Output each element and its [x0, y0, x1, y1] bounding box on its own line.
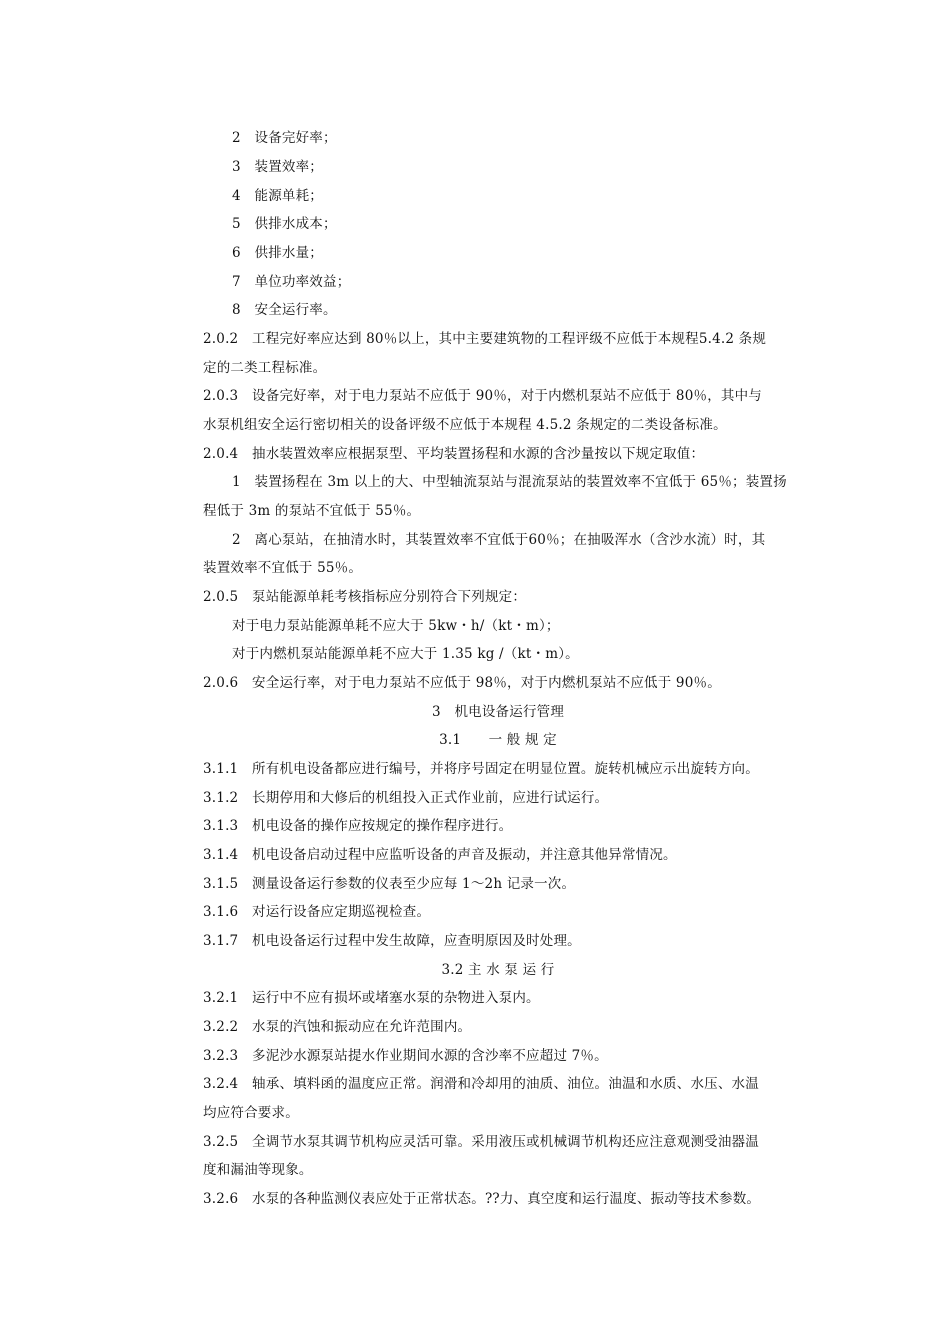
clause-3-1-6: 3.1.6 对运行设备应定期巡视检查。	[203, 904, 431, 920]
list-item: 2 设备完好率；	[232, 130, 337, 146]
clause-2-0-5: 2.0.5 泵站能源单耗考核指标应分别符合下列规定：	[203, 589, 527, 605]
clause-3-2-2: 3.2.2 水泵的汽蚀和振动应在允许范围内。	[203, 1019, 472, 1035]
clause-3-1-3: 3.1.3 机电设备的操作应按规定的操作程序进行。	[203, 818, 513, 834]
clause-2-0-6: 2.0.6 安全运行率，对于电力泵站不应低于 98％，对于内燃机泵站不应低于 90％。	[203, 675, 721, 691]
clause-3-2-1: 3.2.1 运行中不应有损坏或堵塞水泵的杂物进入泵内。	[203, 990, 540, 1006]
clause-2-0-4-item-1-cont: 程低于 3m 的泵站不宜低于 55％。	[203, 503, 421, 519]
list-item: 4 能源单耗；	[232, 188, 323, 204]
list-item: 3 装置效率；	[232, 159, 323, 175]
clause-2-0-5-combustion: 对于内燃机泵站能源单耗不应大于 1.35 kg /（kt・m）。	[232, 646, 579, 662]
clause-3-1-2: 3.1.2 长期停用和大修后的机组投入正式作业前，应进行试运行。	[203, 790, 609, 806]
list-item: 8 安全运行率。	[232, 302, 337, 318]
clause-3-1-4: 3.1.4 机电设备启动过程中应监听设备的声音及振动，并注意其他异常情况。	[203, 847, 677, 863]
clause-3-2-4-cont: 均应符合要求。	[203, 1105, 299, 1121]
clause-3-2-5-cont: 度和漏油等现象。	[203, 1162, 313, 1178]
clause-2-0-4: 2.0.4 抽水装置效率应根据泵型、平均装置扬程和水源的含沙量按以下规定取值：	[203, 446, 705, 462]
clause-2-0-2: 2.0.2 工程完好率应达到 80％以上，其中主要建筑物的工程评级不应低于本规程5.4.2 条规	[203, 331, 767, 347]
clause-3-2-5: 3.2.5 全调节水泵其调节机构应灵活可靠。采用液压或机械调节机构还应注意观测受油器温	[203, 1134, 759, 1150]
clause-3-2-4: 3.2.4 轴承、填料函的温度应正常。润滑和冷却用的油质、油位。油温和水质、水压、水温	[203, 1076, 759, 1092]
clause-2-0-4-item-1: 1 装置扬程在 3m 以上的大、中型轴流泵站与混流泵站的装置效率不宜低于 65％；装置扬	[232, 474, 787, 490]
clause-3-1-1: 3.1.1 所有机电设备都应进行编号，并将序号固定在明显位置。旋转机械应示出旋转方向。	[203, 761, 759, 777]
section-heading-3-2: 3.2 主 水 泵 运 行	[441, 962, 555, 978]
clause-2-0-4-item-2-cont: 装置效率不宜低于 55％。	[203, 560, 363, 576]
clause-3-2-3: 3.2.3 多泥沙水源泵站提水作业期间水源的含沙率不应超过 7％。	[203, 1048, 608, 1064]
list-item: 7 单位功率效益；	[232, 274, 351, 290]
clause-2-0-3: 2.0.3 设备完好率，对于电力泵站不应低于 90％，对于内燃机泵站不应低于 80％，其中与	[203, 388, 762, 404]
list-item: 6 供排水量；	[232, 245, 323, 261]
clause-2-0-2-cont: 定的二类工程标准。	[203, 360, 327, 376]
chapter-heading: 3 机电设备运行管理	[431, 704, 565, 720]
section-heading-3-1: 3.1 一 般 规 定	[439, 732, 557, 748]
clause-2-0-3-cont: 水泵机组安全运行密切相关的设备评级不应低于本规程 4.5.2 条规定的二类设备标准。	[203, 417, 727, 433]
clause-2-0-5-electric: 对于电力泵站能源单耗不应大于 5kw・h/（kt・m）；	[232, 618, 560, 634]
clause-3-2-6: 3.2.6 水泵的各种监测仪表应处于正常状态。??力、真空度和运行温度、振动等技术参数。	[203, 1191, 761, 1207]
list-item: 5 供排水成本；	[232, 216, 337, 232]
clause-2-0-4-item-2: 2 离心泵站，在抽清水时，其装置效率不宜低于60％；在抽吸浑水（含沙水流）时，其	[232, 532, 766, 548]
clause-3-1-5: 3.1.5 测量设备运行参数的仪表至少应每 1～2h 记录一次。	[203, 876, 576, 892]
clause-3-1-7: 3.1.7 机电设备运行过程中发生故障，应查明原因及时处理。	[203, 933, 581, 949]
